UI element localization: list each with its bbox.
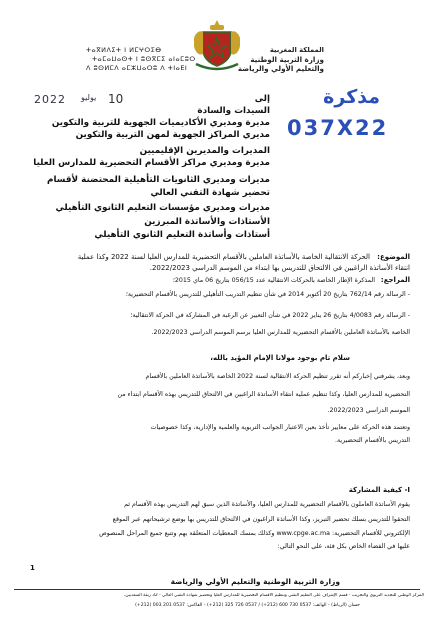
- subject-text-2: انتقاء الأساتذة الراغبين في الالتحاق للتدريس بها ابتداء من الموسم الدراسي 2022/2023.: [149, 264, 410, 272]
- tifinagh-ministry-line-3: ⴷ ⵓⵙⵍⵎⴷ ⴰⵎⵣⵡⴰⵔⵓ ⴷ ⵜⵏⴰⴹⵏ: [86, 64, 188, 72]
- ministry-label-2: والتعليم الأولي والرياضة: [237, 64, 324, 73]
- recipient-line: مديري المراكز الجهوية لمهن التربية والتكوين: [75, 130, 270, 140]
- kingdom-label: المملكة المغربية: [269, 46, 324, 54]
- date-year: 2022: [34, 93, 66, 106]
- footer-address-line-1: المركز الوطني للتجديد التربوي والتجريب - قسم الإشراف على التعليم التقني وتنظيم الأقسام التحضيرية للمدارس العليا وتحضير شهادة التقني العالي - 32 زنقة السعديين،: [123, 593, 424, 598]
- footer-divider: [14, 589, 420, 590]
- recipient-line: مديرة ومديري مراكز الأقسام التحضيرية للمدارس العليا: [33, 158, 270, 168]
- reference-item: المذكرة الإطار الخاصة بالحركات الانتقالية عدد 056/15 بتاريخ 06 ماي 2015؛: [172, 277, 375, 284]
- body-line: التحضيرية للمدارس العليا، وكذا تنظيم عملية انتقاء الأساتذة الراغبين في الالتحاق للتدريس بهذه الأقسام ابتداء من: [117, 391, 410, 398]
- recipient-line: مديرات ومديري مؤسسات التعليم الثانوي التأهيلي: [55, 203, 270, 213]
- body-line: وبعد، يشرفني إخباركم أنه تقرر تنظيم الحركة الانتقالية لسنة 2022 الخاصة بالأساتذة العاملين بالأقسام: [145, 373, 410, 380]
- reference-item: الخاصة بالأساتذة العاملين بالأقسام التحضيرية للمدارس العليا برسم الموسم الدراسي 2022/2023.: [151, 329, 410, 336]
- subject-label: الموضوع:: [377, 253, 410, 261]
- recipient-line: المديرات والمديرين الإقليميين: [139, 146, 270, 156]
- section-heading: I- كيفية المشاركة: [348, 486, 410, 494]
- recipients-to: إلى: [254, 94, 270, 104]
- reference-item: - الرسالة رقم 762/14 بتاريخ 20 أكتوبر 2014 في شأن تنظيم التدريب التأهيلي للتدريس بالأقسام التحضيرية؛: [125, 291, 410, 298]
- section-line: يقوم الأساتذة العاملون بالأقسام التحضيرية للمدارس العليا، والأساتذة الذين سبق لهم التدريس بهذه الأقسام ثم: [124, 501, 410, 508]
- date-day: 10: [108, 92, 124, 106]
- greeting: سلام تام بوجود مولانا الإمام المؤيد بالله،: [210, 354, 350, 362]
- body-line: الموسم الدراسي 2022/2023.: [327, 407, 410, 414]
- references-label: المراجع:: [380, 276, 410, 284]
- subject-text-1: الحركة الانتقالية الخاصة بالأساتذة العاملين بالأقسام التحضيرية للمدارس العليا لسنة 2022 وكذا عملية: [77, 253, 370, 261]
- page-number: 1: [30, 564, 35, 572]
- date-month: يوليو: [81, 93, 97, 102]
- recipient-line: السيدات والسادة: [197, 106, 270, 116]
- body-line: وتعتمد هذه الحركة على معايير تأخذ بعين الاعتبار الجوانب التربوية والعلمية والإدارية، وكذا خصوصيات: [150, 424, 410, 431]
- memo-number: 037X22: [287, 116, 389, 140]
- recipient-line: مديرات ومديري الثانويات التأهيلية المحتضنة لأقسام: [47, 175, 270, 185]
- recipient-line: تحضير شهادة التقني العالي: [150, 188, 270, 198]
- body-line: التدريس بالأقسام التحضيرية.: [334, 437, 410, 444]
- recipient-line: مديرة ومديري الأكاديميات الجهوية للتربية والتكوين: [51, 118, 270, 128]
- footer-address-line-2: حسان (الرباط) - الهاتف: 0537 730 600 (212+) / 0537 726 325 (212+) - الفاكس: 0537 201 003 (212+): [135, 603, 360, 608]
- section-line: عليها في الفضاء الخاص بكل فئة، على النحو التالي:: [277, 543, 410, 550]
- tifinagh-ministry-line-2: ⵜⴰⵎⴰⵡⴰⵙⵜ ⵏ ⵓⵙⴳⵎⵉ ⴰⵏⴰⵎⵓⵔ: [92, 55, 196, 63]
- recipient-line: الأستاذات والأساتذة المبرزين: [144, 217, 270, 227]
- section-line: التحقوا للتدريس بسلك تحضير التبريز، وكذا الأساتذة الراغبون في الالتحاق للتدريس بها بوضع ترشيحاتهم عبر الموقع: [112, 516, 410, 523]
- footer-ministry: وزارة التربية الوطنية والتعليم الأولي والرياضة: [170, 577, 340, 586]
- tifinagh-ministry-line-1: ⵜⴰⴳⵍⴷⵉⵜ ⵏ ⵍⵎⵖⵔⵉⴱ: [86, 46, 162, 54]
- memo-handwritten-label: مذكرة: [323, 86, 380, 108]
- recipient-line: أستاذات وأساتذة التعليم الثانوي التأهيلي: [94, 230, 270, 240]
- ministry-label-1: وزارة التربية الوطنية: [250, 55, 324, 64]
- reference-item: - الرسالة رقم 4/0083 بتاريخ 26 يناير 2022 في شأن التعبير عن الرغبة في المشاركة في الحركة الانتقالية؛: [130, 312, 410, 319]
- section-line: الإلكتروني للأقسام التحضيرية: www.cpge.ac.ma وكذلك بمسك المعطيات المتعلقة بهم وتتبع جميع المراحل المنصوص: [99, 530, 410, 537]
